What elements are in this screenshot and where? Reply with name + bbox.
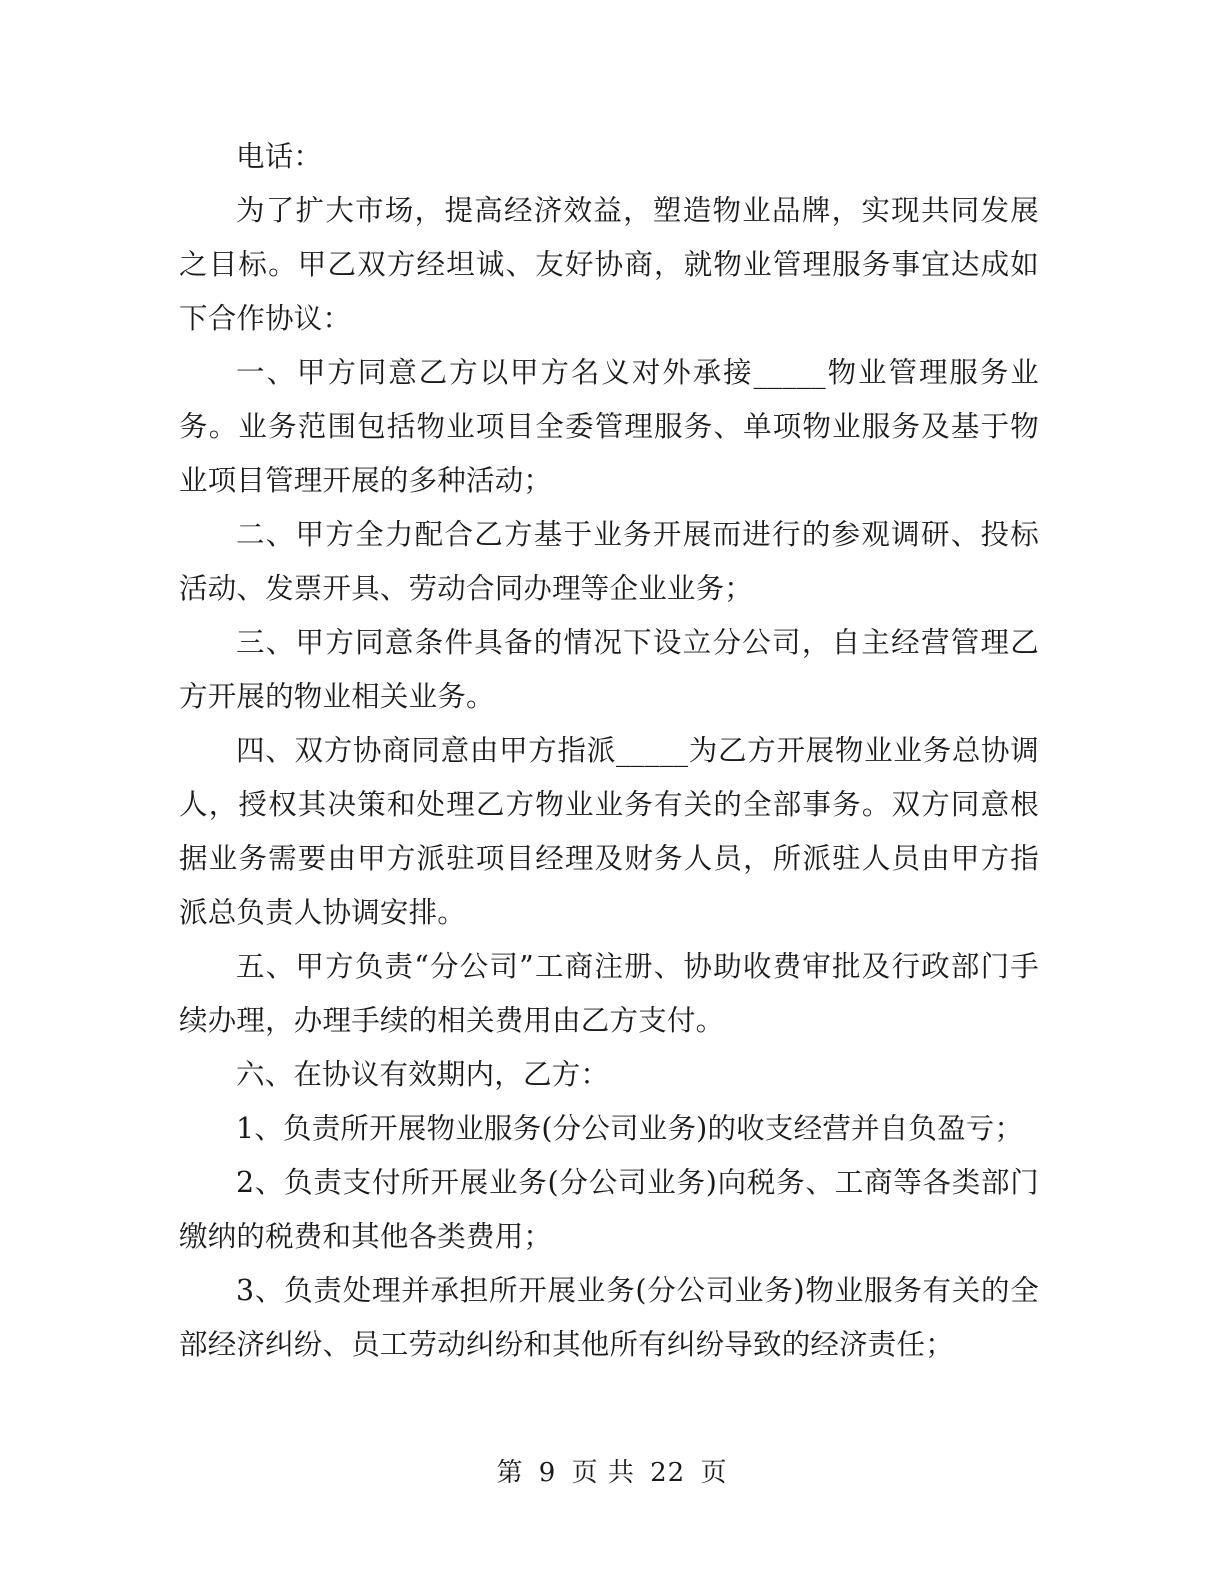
paragraph-phone: 电话： — [236, 140, 323, 173]
footer-prefix: 第 — [496, 1458, 524, 1488]
footer-page-number: 9 — [538, 1458, 557, 1488]
footer-suffix: 页 — [700, 1458, 728, 1488]
page-footer — [0, 1452, 1224, 1489]
paragraph-clause-4: 四、双方协商同意由甲方指派_____为乙方开展物业业务总协调人，授权其决策和处理乙方物业业务有关的全部事务。双方同意根据业务需要由甲方派驻项目经理及财务人员，所派驻人员由甲方指派总负责人协调安排。 — [179, 734, 1039, 929]
document-body — [179, 130, 1039, 1372]
paragraph-clause-6: 六、在协议有效期内，乙方： — [236, 1058, 610, 1091]
footer-middle: 页 共 — [571, 1458, 635, 1488]
footer-total-pages: 22 — [650, 1458, 686, 1488]
paragraph-clause-2: 二、甲方全力配合乙方基于业务开展而进行的参观调研、投标活动、发票开具、劳动合同办理等企业业务； — [179, 518, 1039, 605]
paragraph-clause-3: 三、甲方同意条件具备的情况下设立分公司，自主经营管理乙方开展的物业相关业务。 — [179, 626, 1039, 713]
paragraph-item-1: 1、负责所开展物业服务(分公司业务)的收支经营并自负盈亏； — [236, 1112, 1024, 1145]
paragraph-item-3: 3、负责处理并承担所开展业务(分公司业务)物业服务有关的全部经济纠纷、员工劳动纠纷和其他所有纠纷导致的经济责任； — [179, 1274, 1039, 1361]
paragraph-preamble: 为了扩大市场，提高经济效益，塑造物业品牌，实现共同发展之目标。甲乙双方经坦诚、友好协商，就物业管理服务事宜达成如下合作协议： — [179, 194, 1039, 335]
paragraph-clause-5: 五、甲方负责“分公司”工商注册、协助收费审批及行政部门手续办理，办理手续的相关费用由乙方支付。 — [179, 950, 1039, 1037]
paragraph-item-2: 2、负责支付所开展业务(分公司业务)向税务、工商等各类部门缴纳的税费和其他各类费用； — [179, 1166, 1039, 1253]
paragraph-clause-1: 一、甲方同意乙方以甲方名义对外承接_____物业管理服务业务。业务范围包括物业项目全委管理服务、单项物业服务及基于物业项目管理开展的多种活动； — [179, 356, 1039, 497]
